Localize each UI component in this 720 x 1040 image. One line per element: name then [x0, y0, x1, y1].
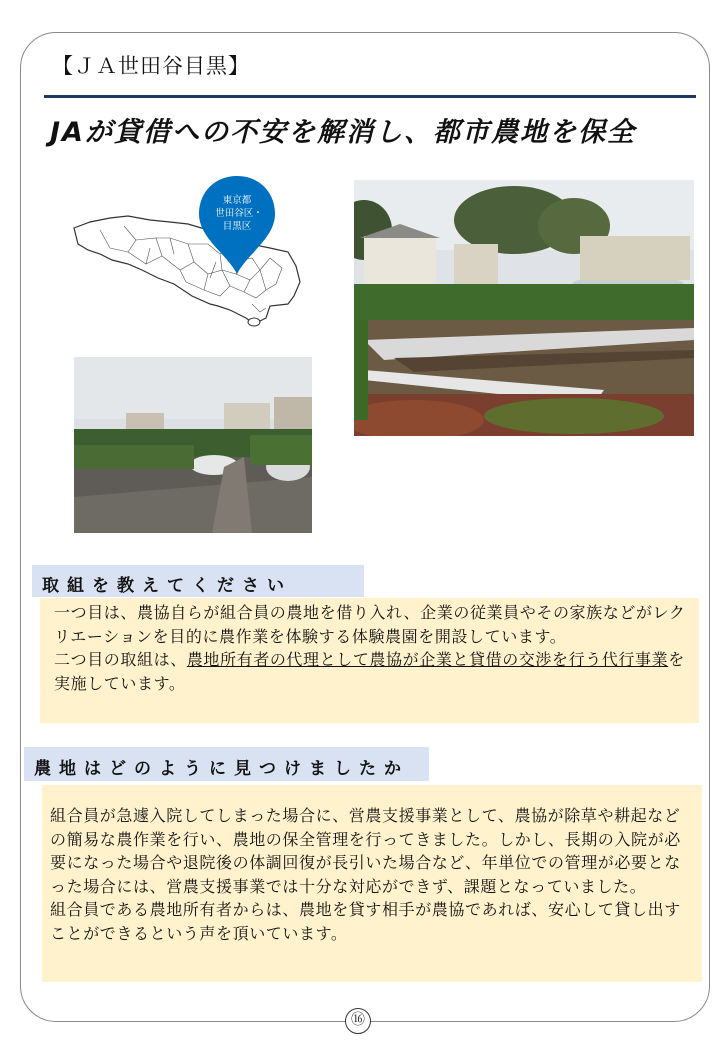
page-number-line-right	[376, 1021, 402, 1022]
initiative-paragraph-1: 一つ目は、農協自らが組合員の農地を借り入れ、企業の従業員やその家族などがレクリエーションを目的に農作業を体験する体験農園を開設しています。	[54, 603, 686, 646]
pin-line-1: 東京都	[222, 195, 252, 206]
initiative-p2-suffix: を実施しています。	[54, 650, 685, 693]
initiative-p2-prefix: 二つ目の取組は、	[54, 650, 187, 669]
page-headline: JAが貸借への不安を解消し、都市農地を保全	[50, 117, 636, 148]
page-number-line-left	[318, 1021, 340, 1022]
title-rule	[44, 95, 696, 98]
tokyo-location-map	[70, 178, 310, 338]
finding-paragraph-1: 組合員が急遽入院してしまった場合に、営農支援事業として、農協が除草や耕起などの簡易な農作業を行い、農地の保全管理を行ってきました。しかし、長期の入院が必要になった場合や退院後の体調回復が長引いた場合など、年単位での管理が必要となった場合には、営農支援事業では十分な対応ができず、課題となっていました。	[50, 806, 681, 896]
initiative-box	[40, 598, 699, 723]
initiative-paragraph-2	[54, 648, 689, 695]
farmland-photo-vegetables	[74, 357, 312, 533]
organization-label: 【ＪＡ世田谷目黒】	[52, 54, 250, 78]
section-tag-finding-land: 農地はどのように見つけましたか	[24, 747, 429, 781]
initiative-p2-underlined: 農地所有者の代理として農協が企業と貸借の交渉を行う代行事業	[186, 650, 669, 669]
section-tag-initiative: 取組を教えてください	[32, 565, 364, 597]
pin-line-3: 目黒区	[222, 221, 252, 232]
finding-paragraph-2: 組合員である農地所有者からは、農地を貸す相手が農協であれば、安心して貸し出すことができるという声を頂いています。	[50, 900, 681, 943]
page-number: ⑯	[345, 1008, 371, 1034]
pin-line-2: 世田谷区・	[215, 208, 263, 219]
finding-land-box	[42, 785, 702, 982]
farmland-photo-houses	[354, 180, 694, 436]
